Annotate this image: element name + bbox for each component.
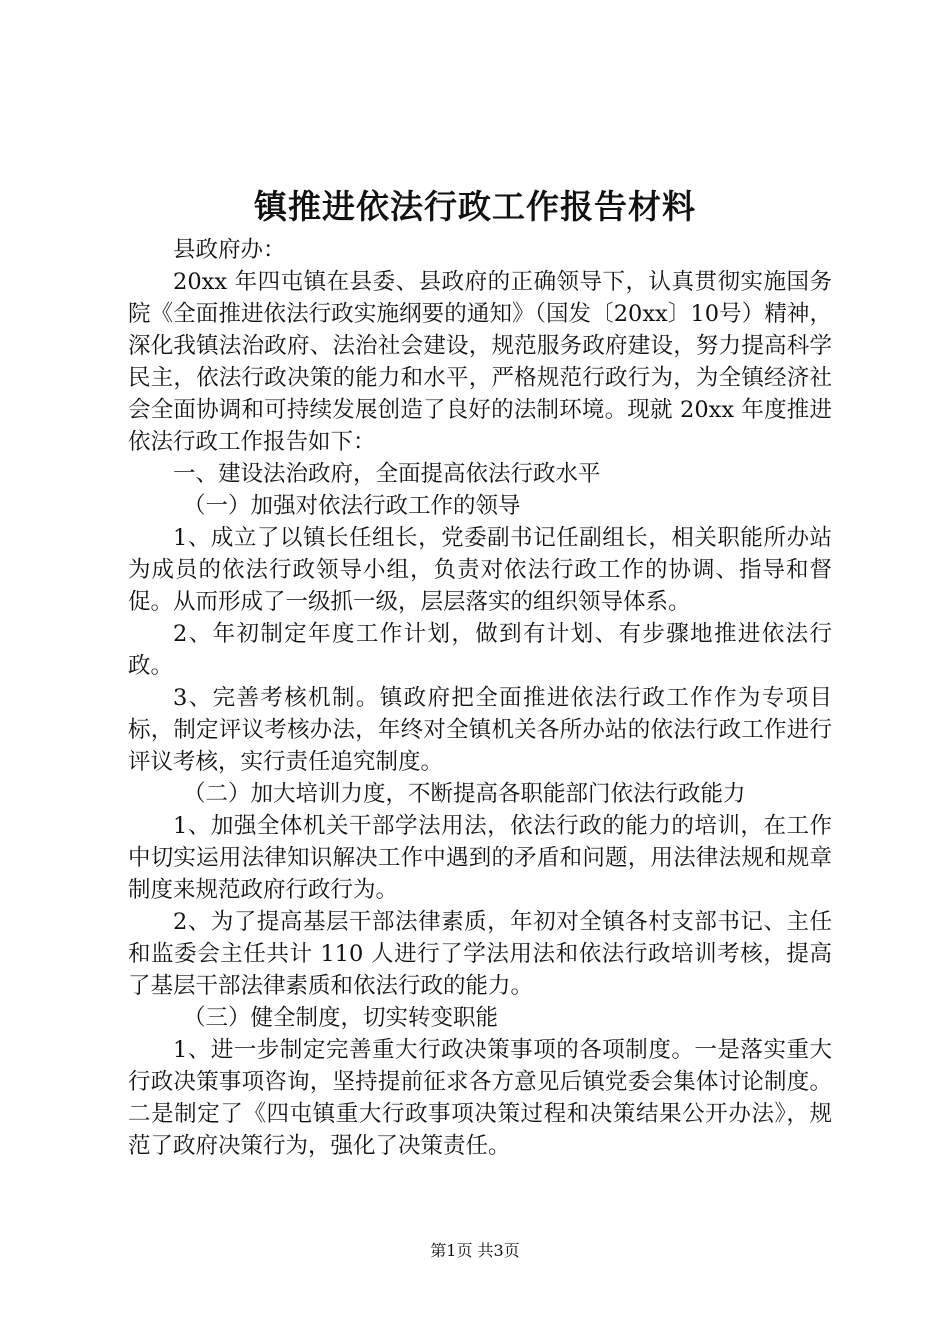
subsection-heading-3: （三）健全制度，切实转变职能: [183, 1005, 499, 1031]
paragraph-item: 2、为了提高基层干部法律素质，年初对全镇各村支部书记、主任和监委会主任共计 110 人进行了学法用法和依法行政培训考核，提高了基层干部法律素质和依法行政的能力。: [128, 909, 832, 999]
paragraph-item: 1、进一步制定完善重大行政决策事项的各项制度。一是落实重大行政决策事项咨询，坚持提前征求各方意见后镇党委会集体讨论制度。二是制定了《四屯镇重大行政事项决策过程和决策结果公开办法》，规范了政府决策行为，强化了决策责任。: [128, 1037, 832, 1159]
salutation: 县政府办：: [173, 237, 286, 263]
paragraph-item: 3、完善考核机制。镇政府把全面推进依法行政工作作为专项目标，制定评议考核办法，年终对全镇机关各所办站的依法行政工作进行评议考核，实行责任追究制度。: [128, 685, 832, 775]
subsection-heading-1: （一）加强对依法行政工作的领导: [183, 493, 521, 519]
document-body: [128, 234, 832, 1162]
subsection-heading-2: （二）加大培训力度，不断提高各职能部门依法行政能力: [183, 781, 746, 807]
document-title: 镇推进依法行政工作报告材料: [254, 187, 696, 226]
section-heading-1: 一、建设法治政府，全面提高依法行政水平: [173, 461, 601, 487]
paragraph-item: 1、成立了以镇长任组长，党委副书记任副组长，相关职能所办站为成员的依法行政领导小组，负责对依法行政工作的协调、指导和督促。从而形成了一级抓一级，层层落实的组织领导体系。: [128, 525, 832, 615]
paragraph-item: 2、年初制定年度工作计划，做到有计划、有步骤地推进依法行政。: [128, 621, 832, 679]
paragraph-intro: 20xx 年四屯镇在县委、县政府的正确领导下，认真贯彻实施国务院《全面推进依法行政实施纲要的通知》（国发〔20xx〕10号）精神，深化我镇法治政府、法治社会建设，规范服务政府建设，努力提高科学民主，依法行政决策的能力和水平，严格规范行政行为，为全镇经济社会全面协调和可持续发展创造了良好的法制环境。现就 20xx 年度推进依法行政工作报告如下：: [128, 269, 832, 455]
page-footer: 第1页 共3页: [430, 1241, 520, 1260]
paragraph-item: 1、加强全体机关干部学法用法，依法行政的能力的培训，在工作中切实运用法律知识解决工作中遇到的矛盾和问题，用法律法规和规章制度来规范政府行政行为。: [128, 813, 832, 903]
